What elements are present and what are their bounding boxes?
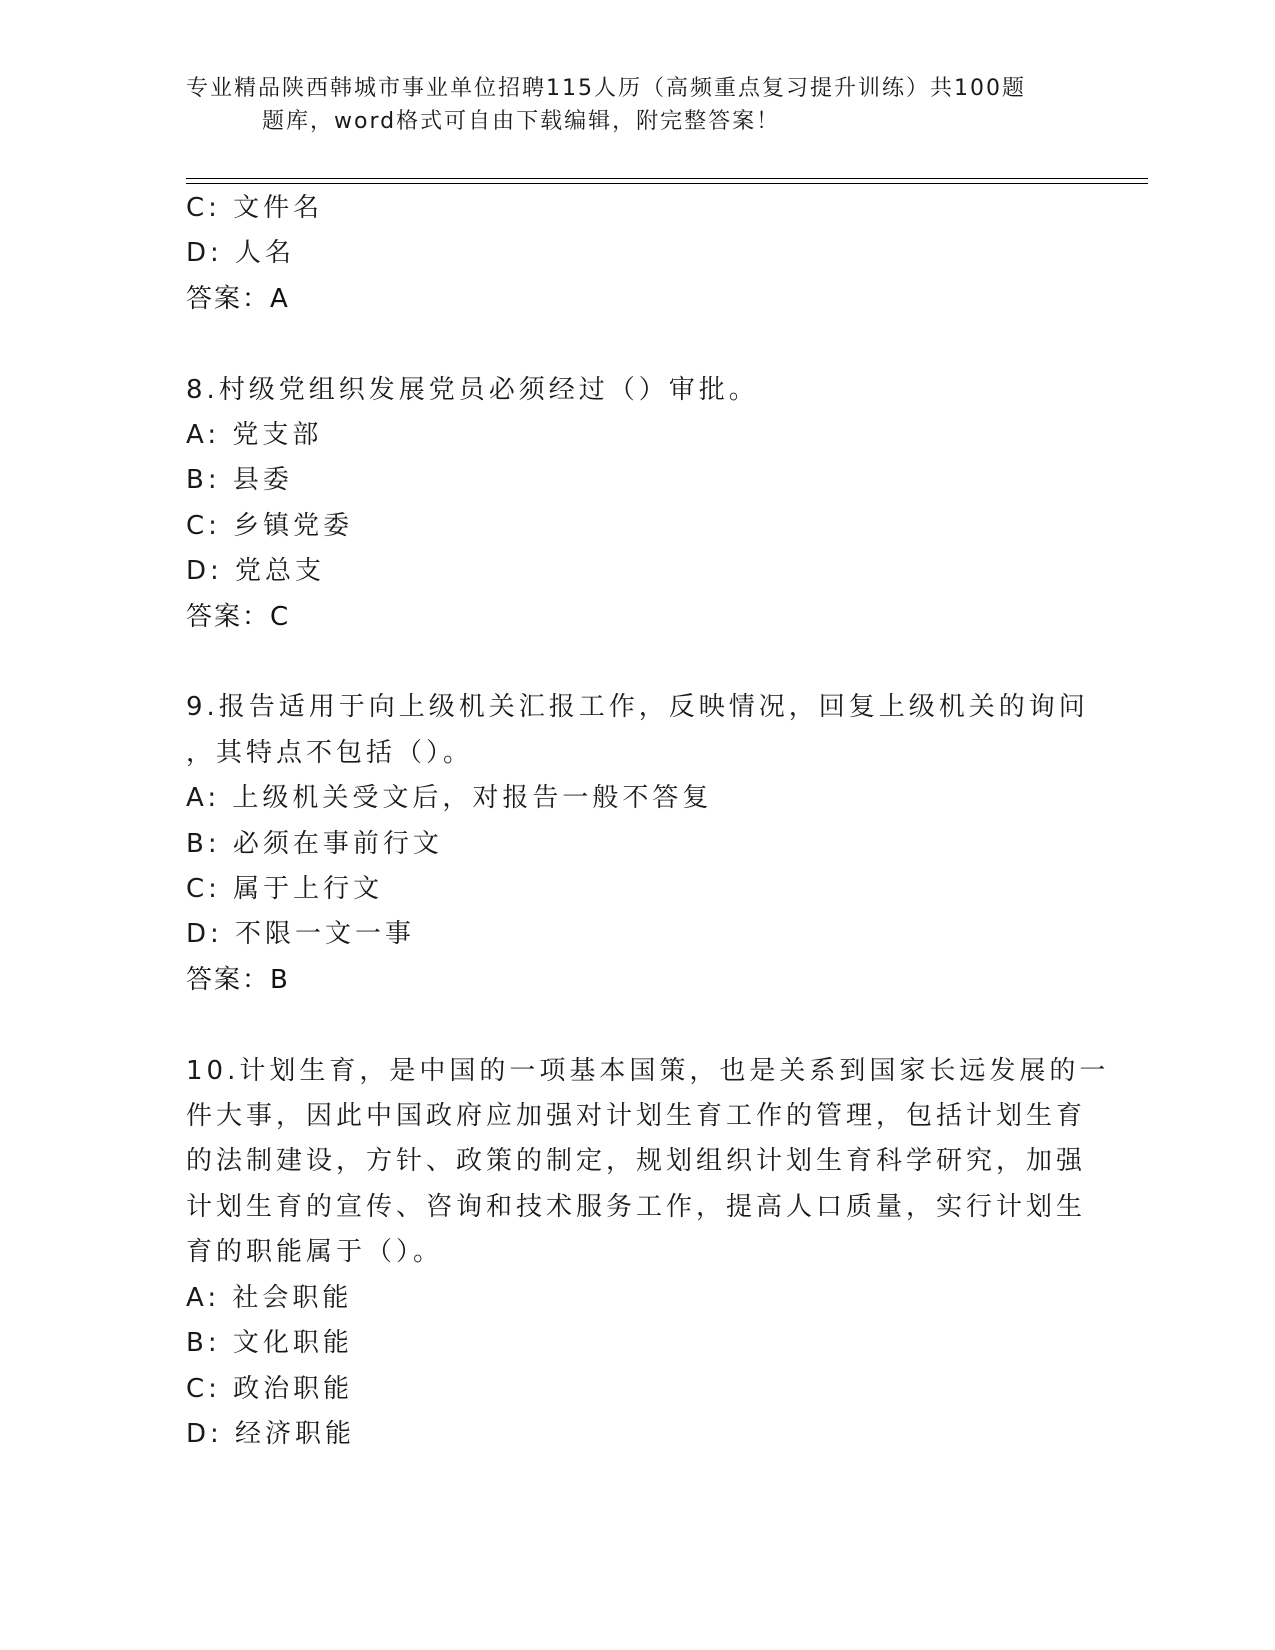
question-stem: 10.计划生育，是中国的一项基本国策，也是关系到国家长远发展的一	[186, 1055, 1110, 1086]
option-a: A: 党支部	[186, 420, 323, 451]
header-title-line-2: 题库，word格式可自由下载编辑，附完整答案！	[262, 109, 781, 134]
option-b: B: 必须在事前行文	[186, 828, 443, 859]
option-d: D: 不限一文一事	[186, 919, 416, 950]
option-c: C: 文件名	[186, 193, 324, 223]
header-rule-bottom	[186, 183, 1148, 184]
question-stem: ，其特点不包括（）。	[186, 737, 474, 768]
option-b: B: 文化职能	[186, 1328, 353, 1359]
option-d: D: 经济职能	[186, 1418, 356, 1449]
question-stem: 计划生育的宣传、咨询和技术服务工作，提高人口质量，实行计划生	[186, 1191, 1087, 1222]
spacer	[186, 640, 1066, 685]
answer-line: 答案：A	[186, 283, 290, 314]
question-10	[186, 1049, 1110, 1458]
header-title-line-1: 专业精品陕西韩城市事业单位招聘115人历（高频重点复习提升训练）共100题	[186, 76, 1026, 101]
option-c: C: 政治职能	[186, 1373, 354, 1404]
option-a: A: 社会职能	[186, 1282, 353, 1313]
question-7-tail	[186, 186, 1066, 322]
question-stem: 育的职能属于（）。	[186, 1237, 444, 1268]
spacer	[186, 322, 1066, 367]
document-header	[186, 72, 1066, 138]
option-a: A: 上级机关受文后，对报告一般不答复	[186, 783, 713, 814]
answer-line: 答案：C	[186, 601, 291, 632]
spacer	[186, 1003, 1066, 1048]
option-d: D: 党总支	[186, 556, 326, 587]
question-9	[186, 685, 1089, 1003]
option-d: D: 人名	[186, 238, 296, 269]
question-list	[186, 186, 1110, 1457]
option-b: B: 县委	[186, 465, 293, 496]
question-stem: 件大事，因此中国政府应加强对计划生育工作的管理，包括计划生育	[186, 1101, 1087, 1132]
header-rule-top	[186, 178, 1148, 179]
question-stem: 9.报告适用于向上级机关汇报工作，反映情况，回复上级机关的询问	[186, 692, 1089, 723]
option-c: C: 属于上行文	[186, 874, 384, 905]
option-c: C: 乡镇党委	[186, 510, 354, 541]
question-stem: 的法制建设，方针、政策的制定，规划组织计划生育科学研究，加强	[186, 1146, 1087, 1177]
question-stem: 8.村级党组织发展党员必须经过（）审批。	[186, 374, 759, 405]
answer-line: 答案：B	[186, 964, 290, 995]
question-8	[186, 368, 1066, 640]
